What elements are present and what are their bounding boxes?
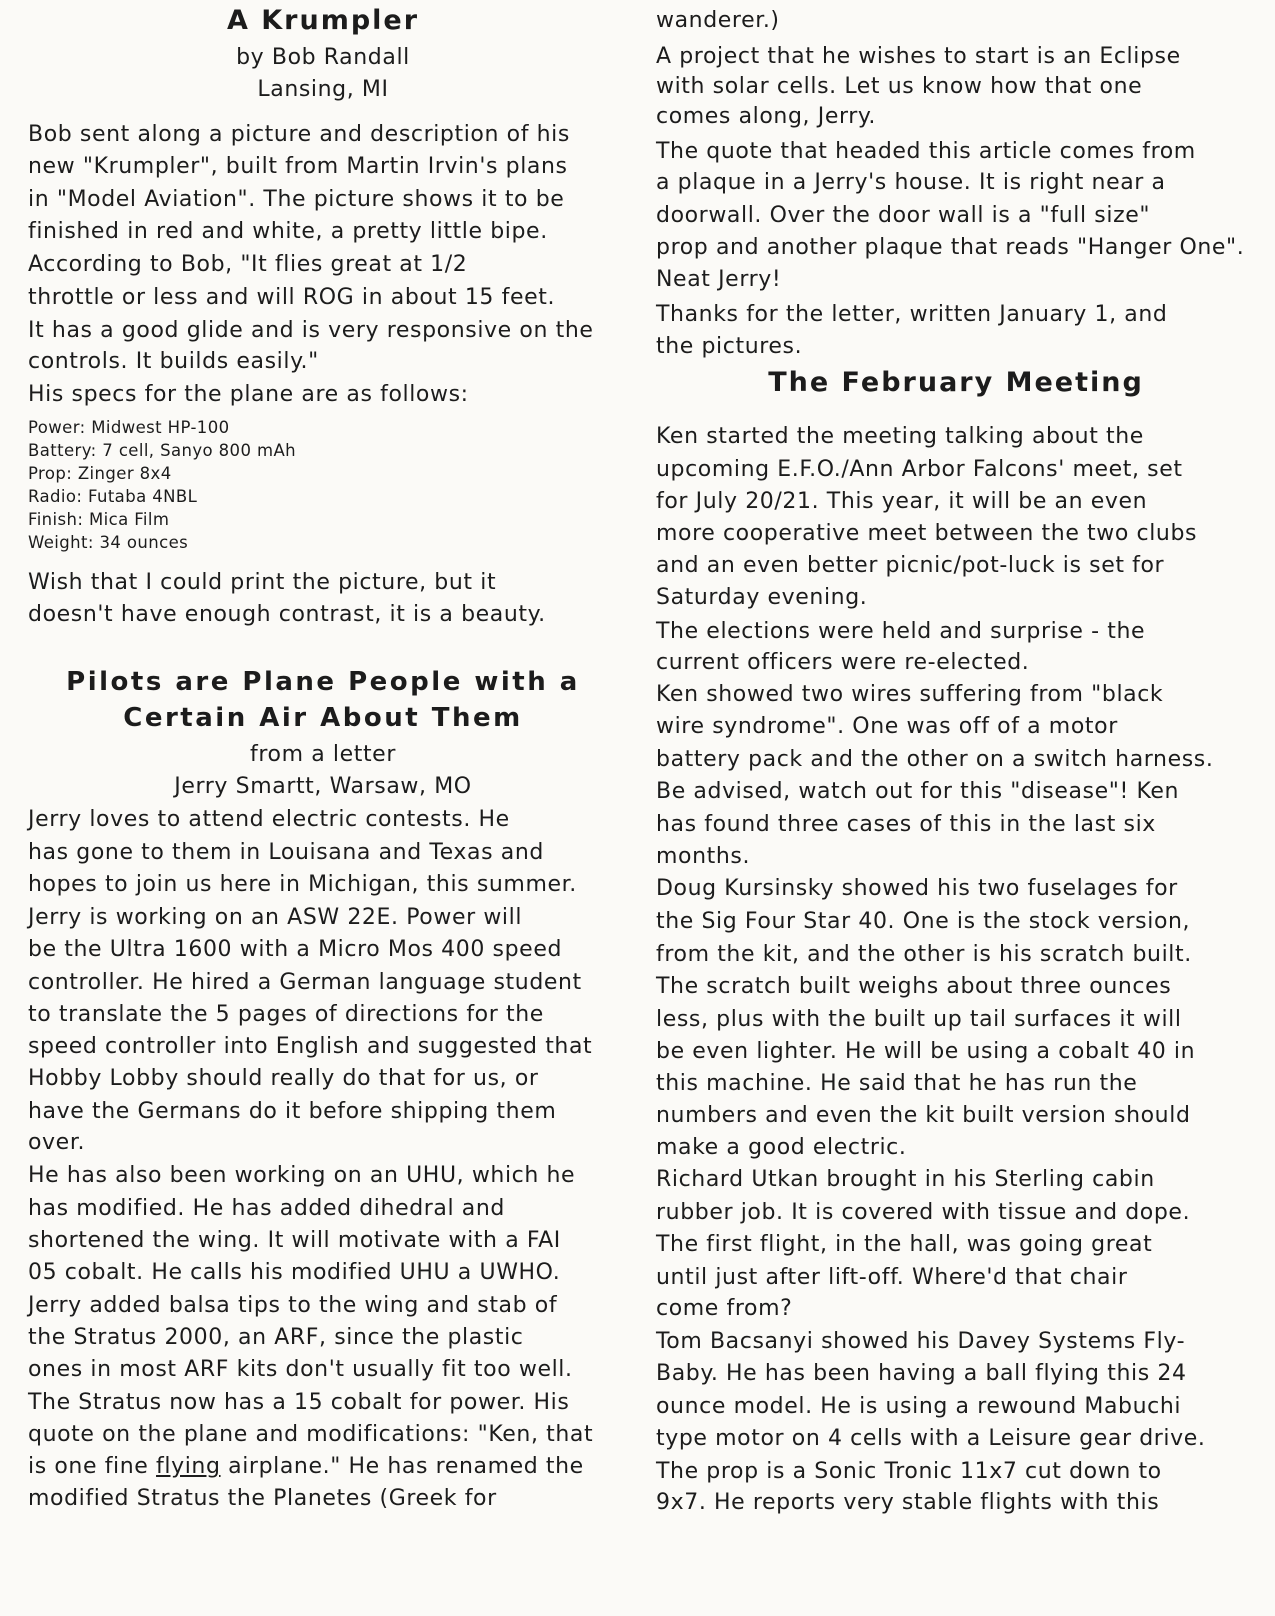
paragraph-line: quote on the plane and modifications: "Ken, that [28,1422,594,1447]
paragraph-line: Neat Jerry! [656,267,782,292]
paragraph-line: months. [656,844,751,869]
paragraph-line: Richard Utkan brought in his Sterling cabin [656,1167,1155,1192]
paragraph-line: with solar cells. Let us know how that one [656,74,1143,99]
paragraph-line: the Sig Four Star 40. One is the stock version, [656,909,1191,934]
paragraph-line: He has also been working on an UHU, which he [28,1163,576,1188]
paragraph-line: shortened the wing. It will motivate with a FAI [28,1228,561,1253]
paragraph-line: Saturday evening. [656,585,868,610]
paragraph-line: ones in most ARF kits don't usually fit too well. [28,1357,573,1382]
paragraph-line [28,1452,584,1482]
article-title: A Krumpler [226,5,420,36]
paragraph-line: Be advised, watch out for this "disease"! Ken [656,779,1180,804]
paragraph-line: The first flight, in the hall, was going great [656,1232,1153,1257]
paragraph-line: upcoming E.F.O./Ann Arbor Falcons' meet, set [656,457,1183,482]
paragraph-line: Tom Bacsanyi showed his Davey Systems Fly- [656,1329,1186,1354]
paragraph-line: 9x7. He reports very stable flights with this [656,1490,1160,1515]
paragraph-line: new "Krumpler", built from Martin Irvin's plans [28,154,568,179]
paragraph-line: be the Ultra 1600 with a Micro Mos 400 speed [28,937,563,962]
paragraph-line: The scratch built weighs about three ounces [656,974,1172,999]
paragraph-line: Doug Kursinsky showed his two fuselages for [656,876,1178,901]
underlined-word: flying [156,1454,221,1479]
paragraph-line: The elections were held and surprise - the [656,619,1146,644]
paragraph-line: ounce model. He is using a rewound Mabuchi [656,1394,1182,1419]
source-line: Jerry Smartt, Warsaw, MO [174,774,472,799]
paragraph-line: more cooperative meet between the two clubs [656,521,1198,546]
paragraph-line: modified Stratus the Planetes (Greek for [28,1486,497,1511]
paragraph-line: prop and another plaque that reads "Hanger One". [656,235,1245,260]
paragraph-line: in "Model Aviation". The picture shows it to be [28,187,565,212]
paragraph-line: Baby. He has been having a ball flying this 24 [656,1361,1187,1386]
paragraph-line: Jerry loves to attend electric contests. He [28,807,510,832]
paragraph-line: the pictures. [656,334,803,359]
paragraph-line: Hobby Lobby should really do that for us, or [28,1066,539,1091]
paragraph-line: numbers and even the kit built version should [656,1103,1191,1128]
source-line: from a letter [250,742,396,767]
paragraph-line: this machine. He said that he has run the [656,1071,1138,1096]
spec-line: Radio: Futaba 4NBL [28,487,198,506]
spec-line: Battery: 7 cell, Sanyo 800 mAh [28,441,296,460]
byline: by Bob Randall [236,45,410,70]
paragraph-line: Bob sent along a picture and description of his [28,122,570,147]
paragraph-line: Wish that I could print the picture, but it [28,570,497,595]
paragraph-line: battery pack and the other on a switch harness. [656,747,1214,772]
paragraph-line: His specs for the plane are as follows: [28,382,469,407]
paragraph-line: has found three cases of this in the last six [656,812,1156,837]
paragraph-line: for July 20/21. This year, it will be an even [656,489,1148,514]
paragraph-line: current officers were re-elected. [656,650,1030,675]
article-title: Certain Air About Them [123,703,523,733]
paragraph-line: doesn't have enough contrast, it is a beauty. [28,602,546,627]
article-title: Pilots are Plane People with a [66,667,580,697]
section-title: The February Meeting [768,367,1144,398]
paragraph-line: over. [28,1130,86,1155]
paragraph-line: According to Bob, "It flies great at 1/2 [28,252,468,277]
spec-line: Power: Midwest HP-100 [28,418,230,437]
paragraph-line: and an even better picnic/pot-luck is set for [656,553,1165,578]
paragraph-line: The Stratus now has a 15 cobalt for power. His [28,1390,570,1415]
paragraph-line: to translate the 5 pages of directions for the [28,1002,544,1027]
paragraph-line: rubber job. It is covered with tissue and dope. [656,1200,1191,1225]
text-run: airplane." He has renamed the [220,1454,584,1479]
paragraph-line: the Stratus 2000, an ARF, since the plastic [28,1325,524,1350]
paragraph-line: less, plus with the built up tail surfaces it will [656,1007,1182,1032]
paragraph-line: come from? [656,1296,793,1321]
paragraph-line: type motor on 4 cells with a Leisure gear drive. [656,1426,1206,1451]
paragraph-line: have the Germans do it before shipping them [28,1099,557,1124]
author-location: Lansing, MI [257,77,389,102]
paragraph-line: make a good electric. [656,1135,907,1160]
spec-line: Prop: Zinger 8x4 [28,464,172,483]
paragraph-line: be even lighter. He will be using a cobalt 40 in [656,1039,1196,1064]
paragraph-line: doorwall. Over the door wall is a "full size" [656,203,1151,228]
paragraph-line: Ken started the meeting talking about the [656,424,1144,449]
paragraph-line: Thanks for the letter, written January 1, and [656,302,1168,327]
spec-line: Weight: 34 ounces [28,533,189,552]
paragraph-line: Jerry added balsa tips to the wing and stab of [28,1293,558,1318]
paragraph-line: Ken showed two wires suffering from "black [656,682,1164,707]
paragraph-line: has modified. He has added dihedral and [28,1196,505,1221]
paragraph-line: finished in red and white, a pretty little bipe. [28,219,548,244]
paragraph-line: Jerry is working on an ASW 22E. Power will [28,905,523,930]
paragraph-line: speed controller into English and suggested that [28,1034,593,1059]
paragraph-line: controller. He hired a German language student [28,970,582,995]
paragraph-line: The quote that headed this article comes from [656,139,1196,164]
paragraph-line: A project that he wishes to start is an Eclipse [656,44,1181,69]
paragraph-line: wire syndrome". One was off of a motor [656,714,1118,739]
paragraph-line: a plaque in a Jerry's house. It is right near a [656,170,1166,195]
paragraph-line: has gone to them in Louisana and Texas and [28,840,544,865]
paragraph-line: It has a good glide and is very responsive on the [28,318,594,343]
paragraph-line: wanderer.) [656,8,780,33]
paragraph-line: from the kit, and the other is his scratch built. [656,942,1192,967]
paragraph-line: controls. It builds easily." [28,349,319,374]
paragraph-line: comes along, Jerry. [656,104,876,129]
text-run: is one fine [28,1454,157,1479]
paragraph-line: until just after lift-off. Where'd that chair [656,1265,1128,1290]
paragraph-line: 05 cobalt. He calls his modified UHU a UWHO. [28,1260,561,1285]
paragraph-line: hopes to join us here in Michigan, this summer. [28,872,577,897]
paragraph-line: throttle or less and will ROG in about 15 feet. [28,285,556,310]
paragraph-line: The prop is a Sonic Tronic 11x7 cut down to [656,1459,1162,1484]
spec-line: Finish: Mica Film [28,510,170,529]
